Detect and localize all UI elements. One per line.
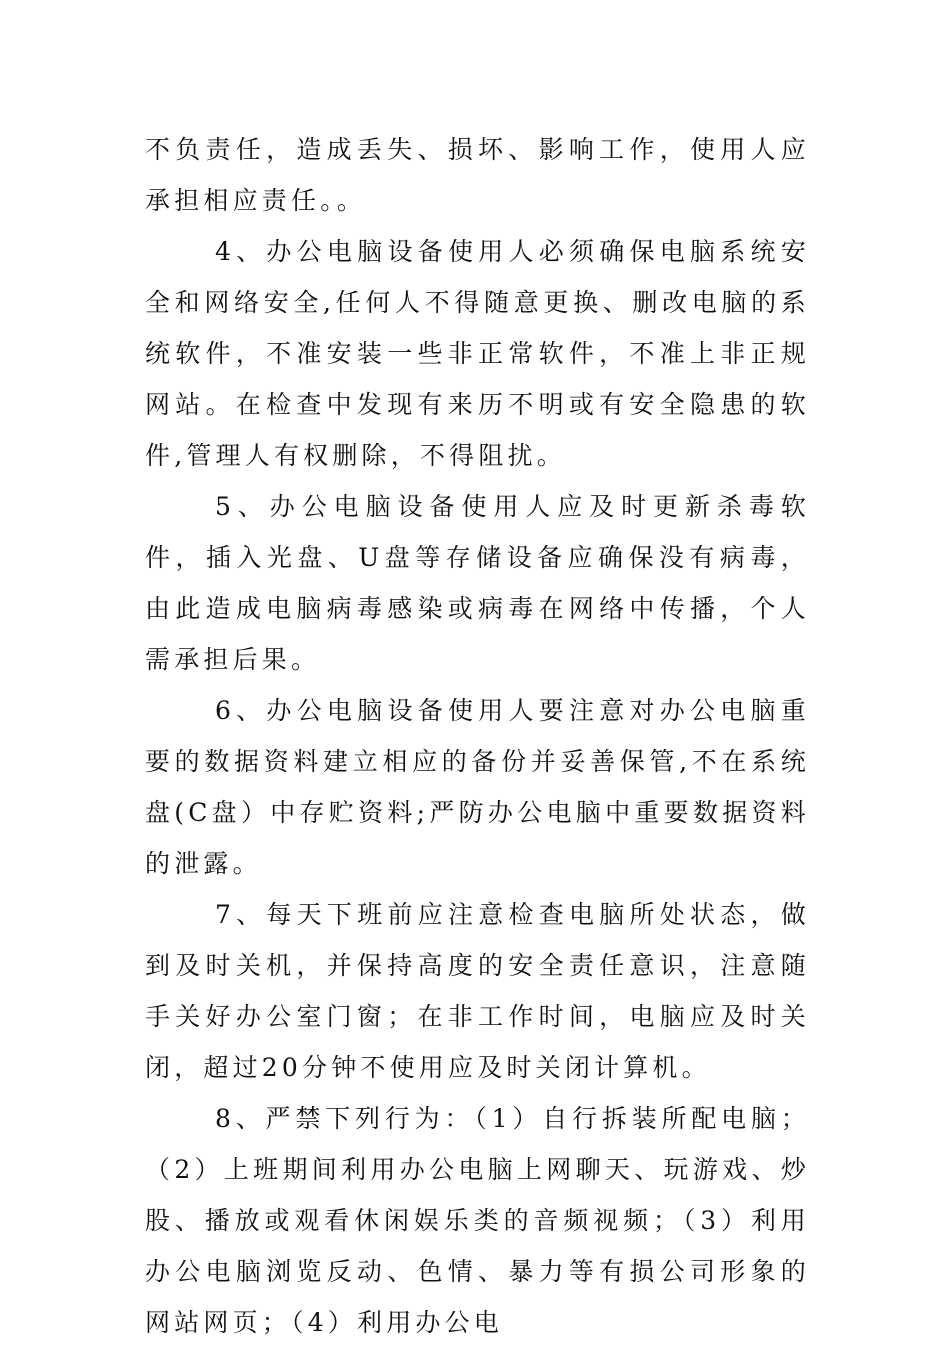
paragraph-item-5: 5、办公电脑设备使用人应及时更新杀毒软件，插入光盘、U盘等存储设备应确保没有病毒，由此造成电脑病毒感染或病毒在网络中传播，个人需承担后果。 bbox=[145, 492, 810, 674]
paragraph-item-7: 7、每天下班前应注意检查电脑所处状态，做到及时关机，并保持高度的安全责任意识，注意随手关好办公室门窗；在非工作时间，电脑应及时关闭，超过20分钟不使用应及时关闭计算机。 bbox=[145, 900, 810, 1082]
paragraph-item-4: 4、办公电脑设备使用人必须确保电脑系统安全和网络安全,任何人不得随意更换、删改电脑的系统软件，不准安装一些非正常软件，不准上非正规网站。在检查中发现有来历不明或有安全隐患的软件,管理人有权删除，不得阻扰。 bbox=[145, 237, 810, 470]
paragraph-item-8: 8、严禁下列行为：（1）自行拆装所配电脑；（2）上班期间利用办公电脑上网聊天、玩游戏、炒股、播放或观看休闲娱乐类的音频视频；（3）利用办公电脑浏览反动、色情、暴力等有损公司形象的网站网页；（4）利用办公电 bbox=[145, 1104, 810, 1337]
paragraph-continuation: 不负责任，造成丢失、损坏、影响工作，使用人应承担相应责任。。 bbox=[145, 135, 810, 215]
paragraph-item-6: 6、办公电脑设备使用人要注意对办公电脑重要的数据资料建立相应的备份并妥善保管,不在系统盘(C盘）中存贮资料;严防办公电脑中重要数据资料的泄露。 bbox=[145, 696, 810, 878]
document-body bbox=[145, 124, 810, 1348]
